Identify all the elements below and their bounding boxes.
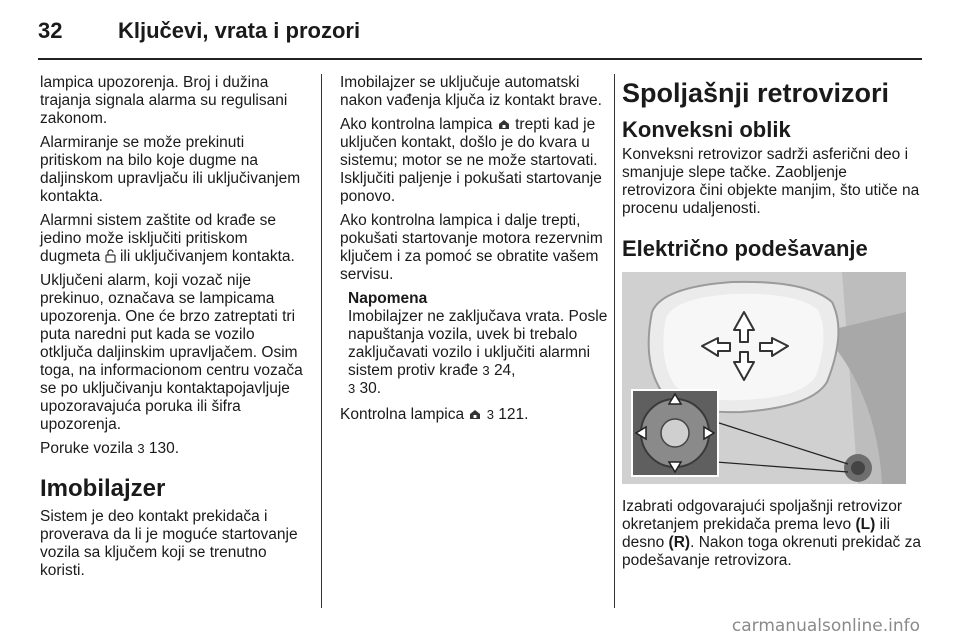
immobiliser-lamp-icon xyxy=(497,118,511,130)
subsection-heading: Električno podešavanje xyxy=(622,236,868,261)
column-1 xyxy=(40,74,310,586)
paragraph: Sistem je deo kontakt prekidača i proverava da li je moguće startovanje vozila sa ključem koji se trenutno koristi. xyxy=(40,508,298,579)
page-reference-link[interactable]: 30. xyxy=(359,380,382,397)
page-number: 32 xyxy=(38,18,63,43)
page-reference-link[interactable]: 130. xyxy=(148,440,180,457)
reference-arrow-icon: 3 xyxy=(137,441,145,456)
paragraph: Alarmiranje se može prekinuti pritiskom na bilo koje dugme na daljinskom upravljaču ili uključivanjem kontakta. xyxy=(40,134,301,205)
page-reference-link[interactable]: 121. xyxy=(498,406,529,423)
chapter-title: Ključevi, vrata i prozori xyxy=(118,18,361,43)
paragraph: Alarmni sistem zaštite od krađe se jedino može isključiti pritiskom dugmeta ili uključivanjem kontakta. xyxy=(40,212,295,265)
section-heading: Spoljašnji retrovizori xyxy=(622,78,890,108)
paragraph: Uključeni alarm, koji vozač nije prekinuo, označava se lampicama upozorenja. One će brzo zatreptati tri puta naredni put kada se vozilo otključa daljinskim upravljačem. Osim toga, na informacionom centru vozača se po uključivanju kontaktapojavljuje upozoravajuća poruka ili šifra upozorenja. xyxy=(40,272,303,433)
paragraph: Poruke vozila 3 130. xyxy=(40,440,180,457)
note-text: Imobilajzer ne zaključava vrata. Posle napuštanja vozila, uvek bi trebalo zaključavati vozilo i uključiti alarmni sistem protiv krađe 3 24, 3 30. xyxy=(348,308,608,397)
paragraph: Ako kontrolna lampica i dalje trepti, pokušati startovanje motora rezervnim ključem i za pomoć se obratite vašem servisu. xyxy=(340,212,603,283)
note-box xyxy=(340,290,608,398)
section-heading: Imobilajzer xyxy=(40,475,166,502)
paragraph: Kontrolna lampica 3 121. xyxy=(340,406,529,423)
mirror-adjustment-illustration xyxy=(622,272,906,484)
subsection-heading: Konveksni oblik xyxy=(622,117,791,142)
immobiliser-lamp-icon xyxy=(468,408,482,420)
header-rule xyxy=(38,58,922,60)
paragraph: lampica upozorenja. Broj i dužina trajanja signala alarma su regulisani zakonom. xyxy=(40,74,288,127)
page-header xyxy=(0,0,960,58)
reference-arrow-icon: 3 xyxy=(348,381,356,396)
paragraph: Izabrati odgovarajući spoljašnji retrovizor okretanjem prekidača prema levo (L) ili desno (R). Nakon toga okrenuti prekidač za podešavanje retrovizora. xyxy=(622,498,921,569)
paragraph: Konveksni retrovizor sadrži asferični deo i smanjuje slepe tačke. Zaobljenje retrovizora čini objekte manjim, što utiče na procenu udaljenosti. xyxy=(622,146,920,217)
reference-arrow-icon: 3 xyxy=(482,363,490,378)
paragraph: Ako kontrolna lampica trepti kad je uključen kontakt, došlo je do kvara u sistemu; motor se ne može startovati. Isključiti paljenje i pokušati startovanje ponovo. xyxy=(340,116,602,205)
column-divider xyxy=(614,74,615,608)
column-divider xyxy=(321,74,322,608)
column-2 xyxy=(340,74,608,430)
reference-arrow-icon: 3 xyxy=(486,407,494,422)
note-title: Napomena xyxy=(348,290,428,307)
page-reference-link[interactable]: 24, xyxy=(493,362,516,379)
column-3 xyxy=(622,74,922,576)
watermark: carmanualsonline.info xyxy=(731,616,920,636)
unlock-button-icon xyxy=(105,249,116,263)
paragraph: Imobilajzer se uključuje automatski nakon vađenja ključa iz kontakt brave. xyxy=(340,74,602,109)
mirror-illustration-svg xyxy=(622,272,906,484)
